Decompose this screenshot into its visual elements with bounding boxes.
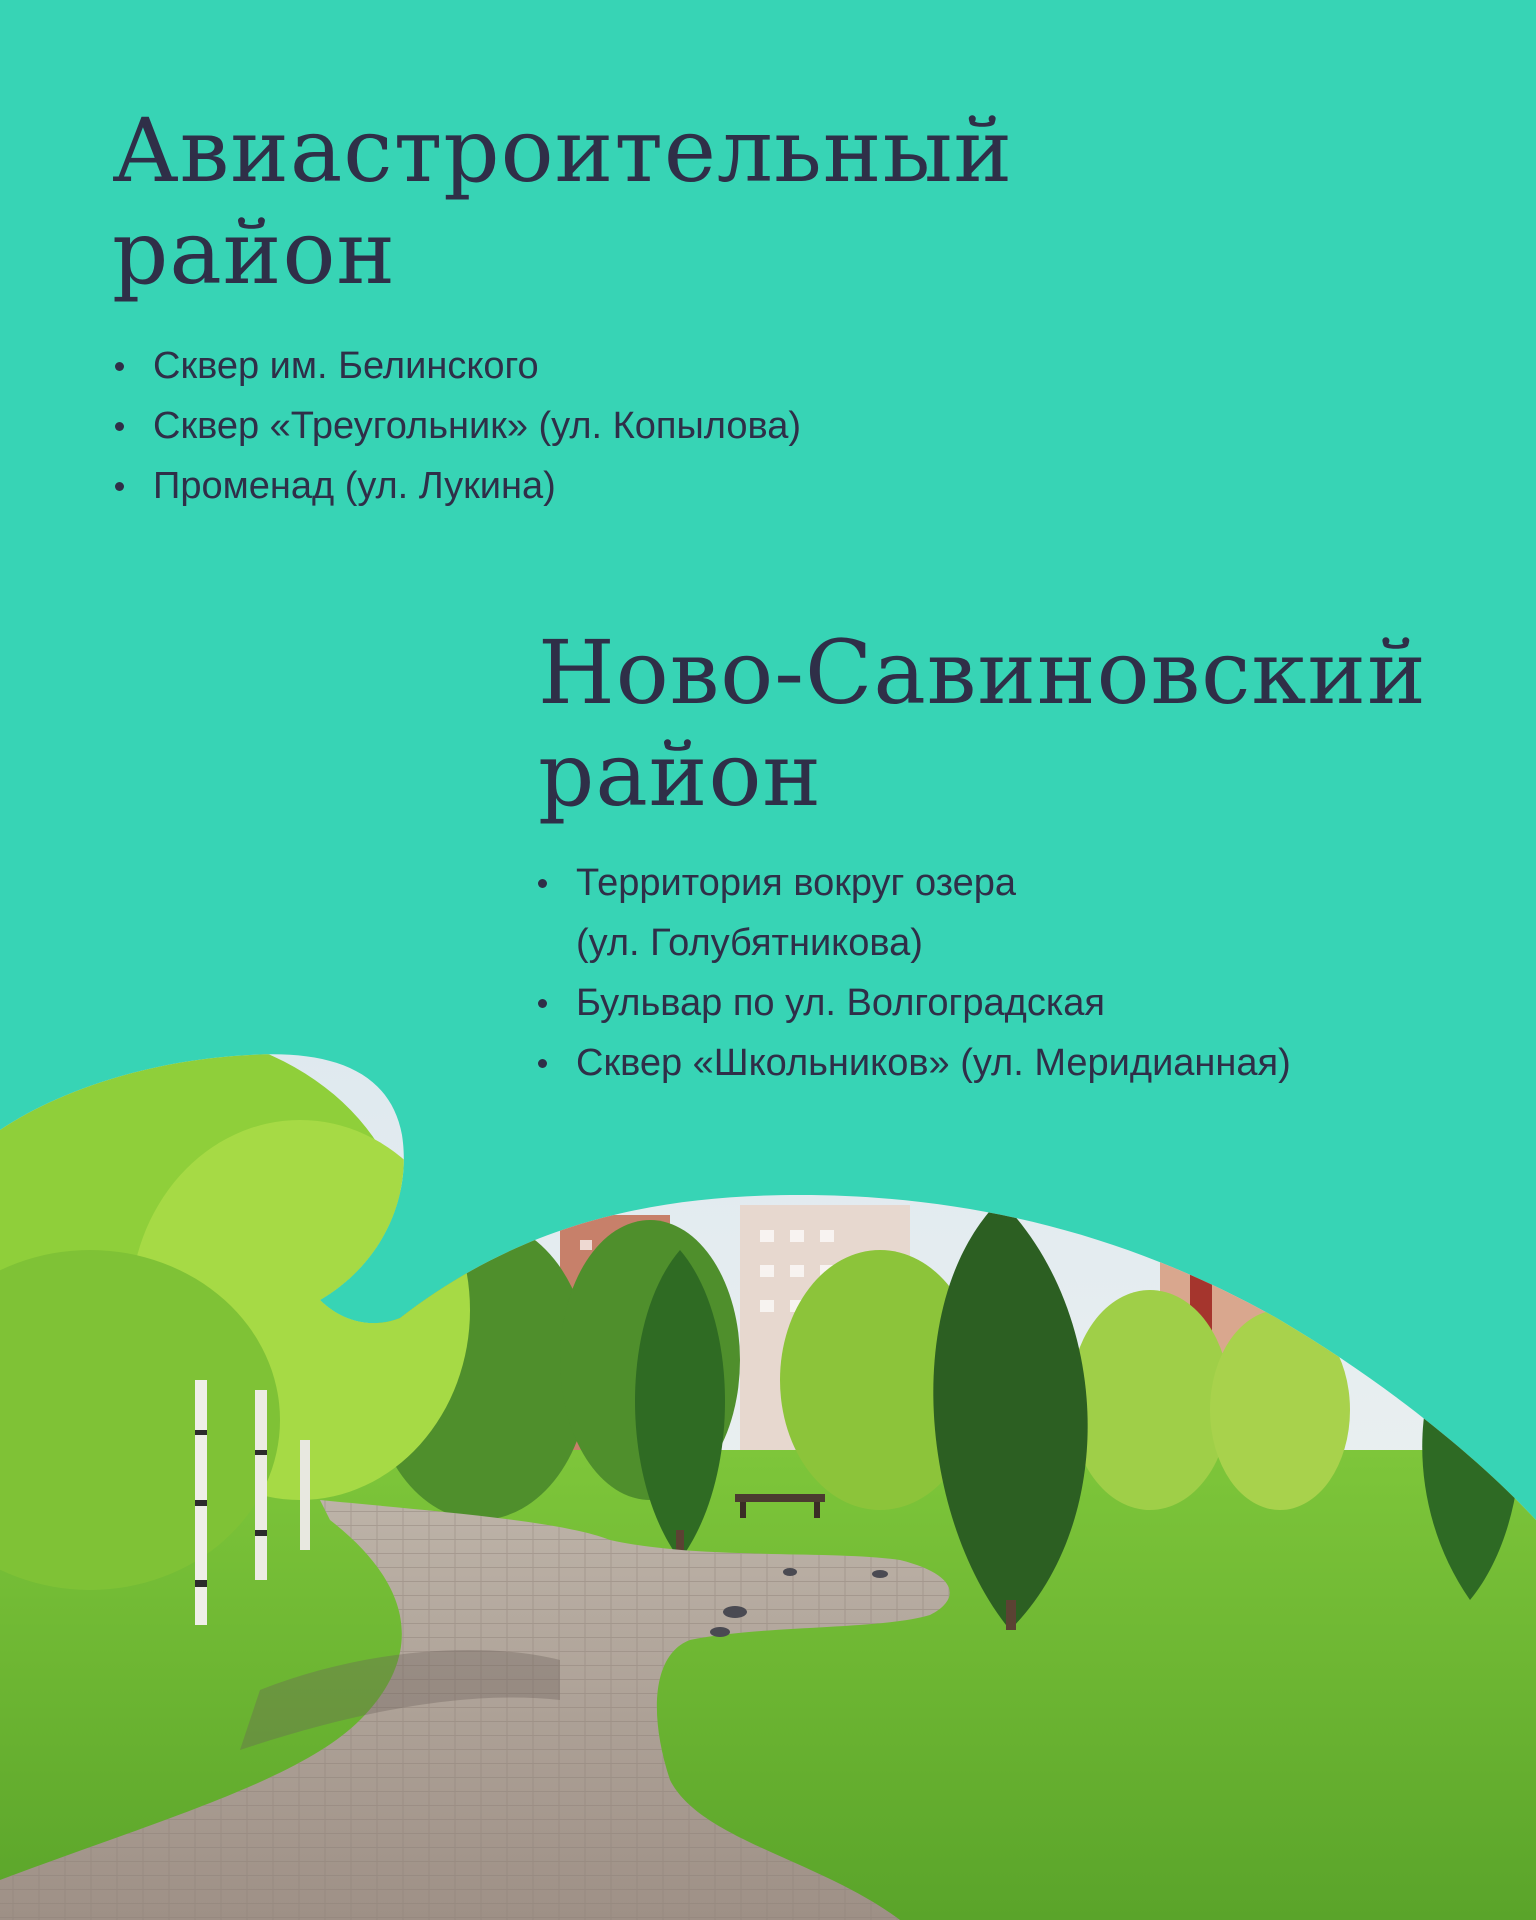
list-item: Бульвар по ул. Волгоградская xyxy=(536,973,1516,1033)
list-item: Сквер «Школьников» (ул. Меридианная) xyxy=(536,1033,1516,1093)
list-item: Сквер им. Белинского xyxy=(113,336,1313,396)
list-item-text-continued: (ул. Голубятникова) xyxy=(576,922,923,964)
list-item-text: Территория вокруг озера xyxy=(576,862,1017,904)
list-item: Променад (ул. Лукина) xyxy=(113,456,1313,516)
list-item: Сквер «Треугольник» (ул. Копылова) xyxy=(113,396,1313,456)
title-line: район xyxy=(538,723,823,826)
title-line: Авиастроительный xyxy=(112,99,1014,202)
title-line: Ново-Савиновский xyxy=(538,621,1427,724)
title-line: район xyxy=(112,201,397,304)
